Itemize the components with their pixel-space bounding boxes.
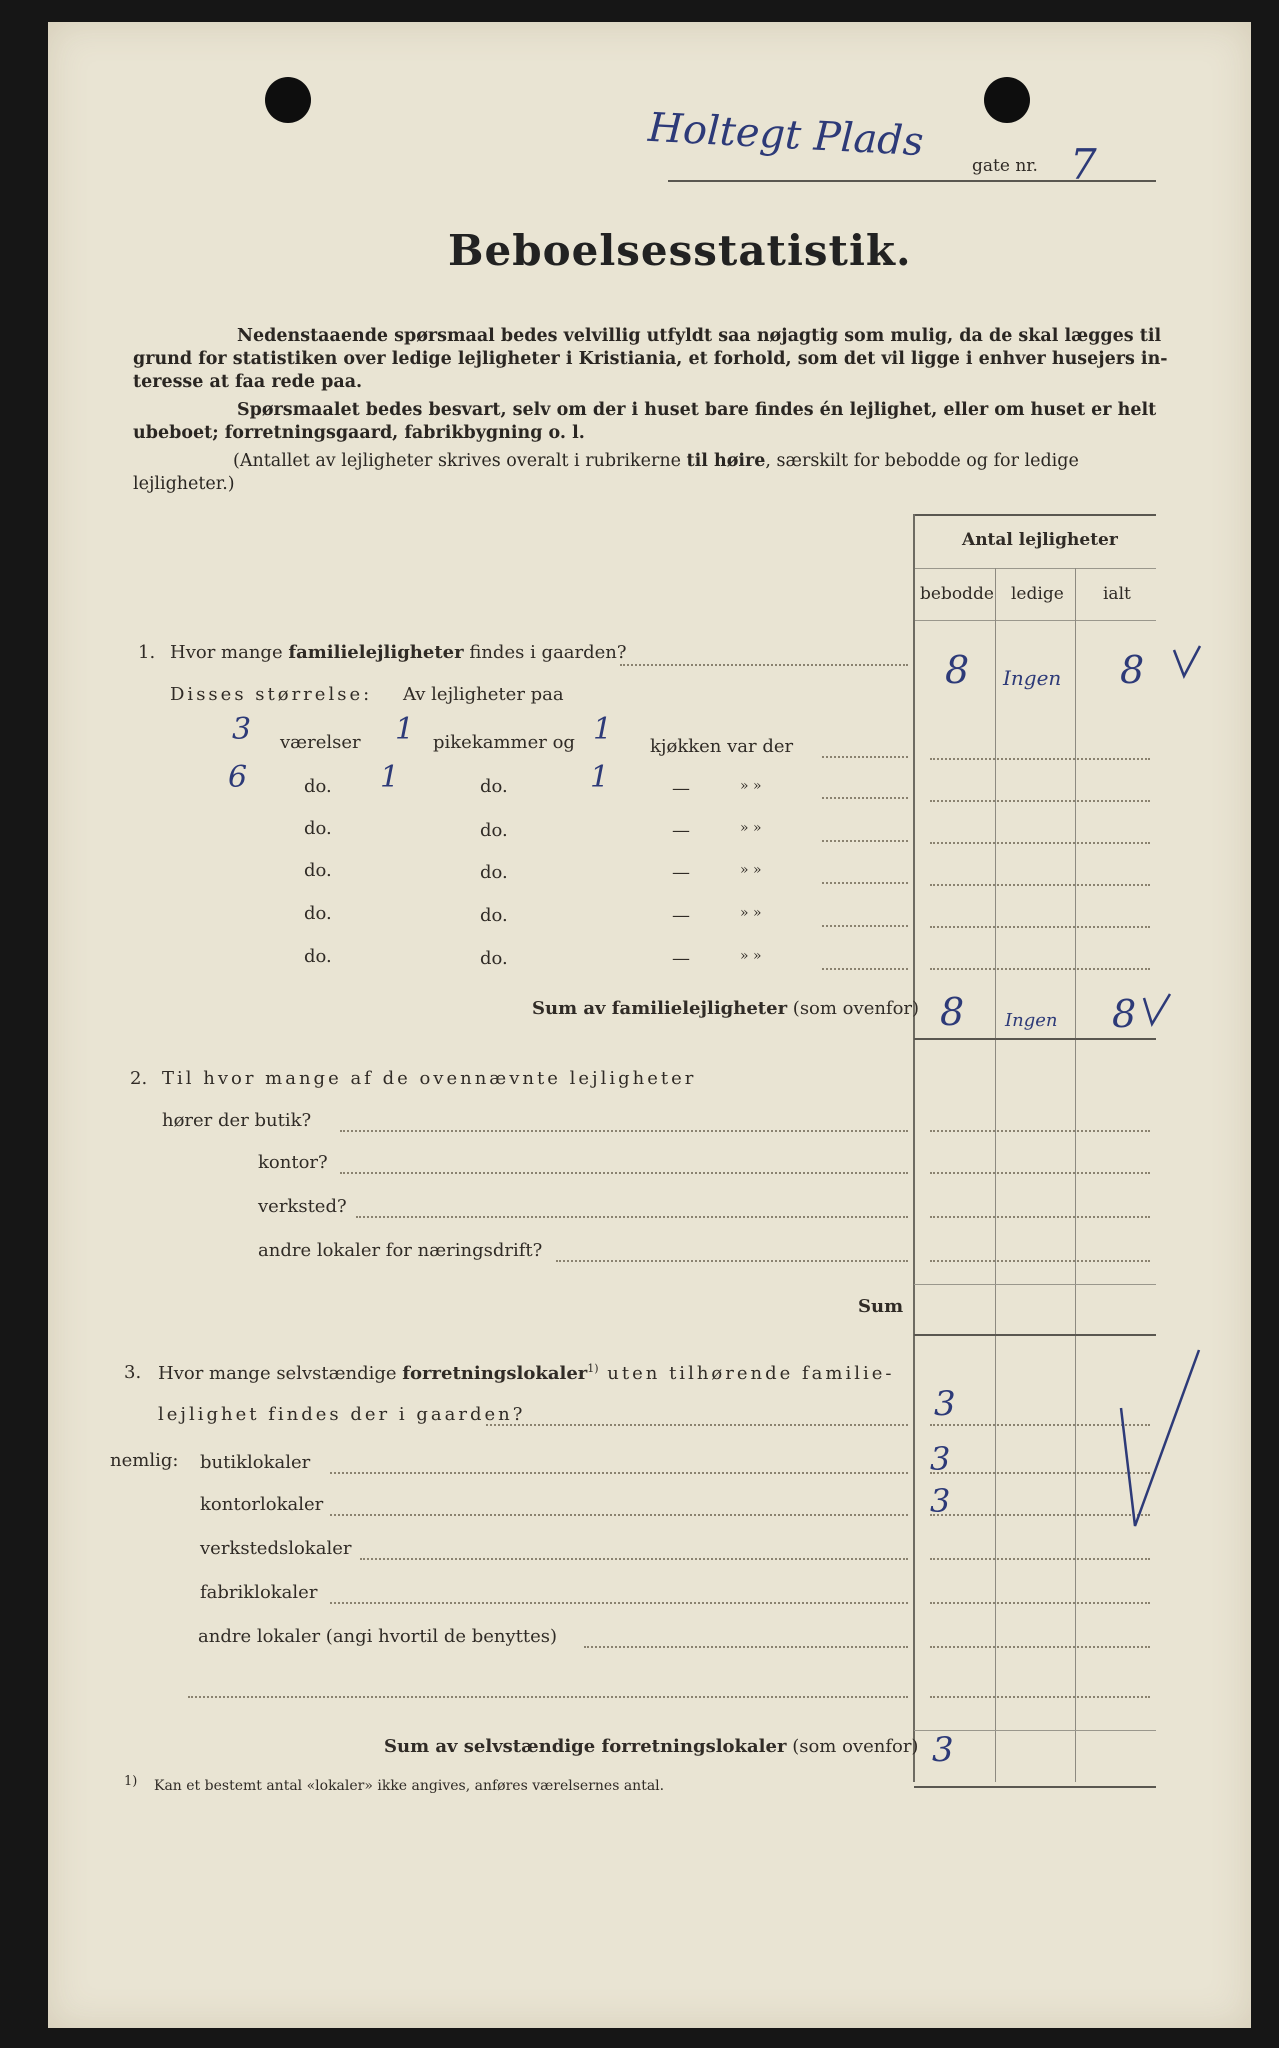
col-header-ialt: ialt [1103, 584, 1131, 604]
row4-dash: — [672, 862, 690, 883]
q1-question-a: Hvor mange [170, 642, 289, 663]
intro-line-6 [233, 449, 1079, 473]
intro-line-3: teresse at faa rede paa. [133, 372, 363, 392]
q2-sum-upper-rule [914, 1284, 1156, 1285]
q3-table-dots-5 [930, 1602, 1150, 1604]
q3-item-verksted: verkstedslokaler [200, 1538, 352, 1559]
q3-question-a: Hvor mange selvstændige [158, 1363, 403, 1384]
col-divider-1 [995, 568, 996, 1782]
row4-dots [822, 882, 908, 884]
row6-dots [822, 968, 908, 970]
q1-answer-bebodde: 8 [945, 648, 970, 692]
table-subheader-rule [914, 568, 1156, 569]
q2-butik: hører der butik? [162, 1110, 312, 1131]
q3-blank-line [188, 1696, 908, 1698]
col-header-ledige: ledige [1011, 584, 1064, 604]
q3-number: 3. [124, 1362, 142, 1383]
q1-checkmark [1170, 642, 1204, 686]
table-dots-r2 [930, 800, 1150, 802]
q2-table-dots-2 [930, 1172, 1150, 1174]
row1-maid-value: 1 [395, 712, 415, 747]
row3-dash: — [672, 820, 690, 841]
q3-item-butik-dots [330, 1472, 908, 1474]
row6-quote: » » [740, 948, 762, 964]
row1-rooms-value: 3 [232, 712, 252, 747]
row2-dots [822, 797, 908, 799]
q1-leader-dots [620, 664, 908, 666]
row4-quote: » » [740, 862, 762, 878]
intro-line-7: lejligheter.) [133, 474, 235, 494]
q3-sum-suffix: (som ovenfor) [792, 1736, 919, 1757]
q2-sum-label: Sum [858, 1296, 904, 1317]
q2-table-dots-3 [930, 1216, 1150, 1218]
table-dots-r6 [930, 968, 1150, 970]
table-dots-r1 [930, 758, 1150, 760]
q3-question-dots [486, 1424, 908, 1426]
q3-table-dots-6 [930, 1646, 1150, 1648]
row2-dash: — [672, 778, 690, 799]
row4-do-2: do. [480, 862, 508, 883]
q3-answer-kontor: 3 [930, 1482, 951, 1520]
q2-kontor-dots [340, 1172, 908, 1174]
row3-dots [822, 840, 908, 842]
q1-sum-suffix: (som ovenfor) [792, 998, 920, 1019]
footnote-text: Kan et bestemt antal «lokaler» ikke angives, anføres værelsernes antal. [154, 1778, 665, 1794]
row3-quote: » » [740, 820, 762, 836]
row2-kitchen-value: 1 [590, 760, 610, 795]
row6-dash: — [672, 948, 690, 969]
row5-dots [822, 925, 908, 927]
table-top-rule [914, 514, 1156, 516]
col-header-bebodde: bebodde [920, 584, 994, 604]
gate-label: gate nr. [972, 156, 1038, 176]
q2-andre-dots [556, 1260, 908, 1262]
q2-number: 2. [130, 1068, 148, 1089]
q1-number: 1. [138, 642, 156, 663]
row2-maid-value: 1 [380, 760, 400, 795]
footnote-mark: 1) [124, 1774, 138, 1789]
q3-table-dots-4 [930, 1558, 1150, 1560]
q3-sum-label: Sum av selvstændige forretningslokaler [384, 1736, 787, 1757]
table-dots-r3 [930, 842, 1150, 844]
q3-item-andre: andre lokaler (angi hvortil de benyttes) [198, 1626, 558, 1647]
row5-do-2: do. [480, 905, 508, 926]
q1-sum-label: Sum av familielejligheter [532, 998, 788, 1019]
row2-rooms-value: 6 [228, 760, 248, 795]
q2-verksted: verksted? [258, 1196, 347, 1217]
q3-item-kontor: kontorlokaler [200, 1494, 324, 1515]
table-left-border [913, 514, 915, 1782]
q1-sum-row [532, 998, 919, 1019]
q1-sum-rule [914, 1038, 1156, 1040]
document-page [48, 22, 1251, 2028]
row5-quote: » » [740, 905, 762, 921]
q3-question-bold: forretningslokaler [402, 1363, 588, 1384]
q2-table-dots-4 [930, 1260, 1150, 1262]
q2-andre: andre lokaler for næringsdrift? [258, 1240, 543, 1261]
q3-sum-row [384, 1736, 918, 1757]
q2-sum-rule [914, 1334, 1156, 1336]
q3-answer-butik: 3 [930, 1440, 951, 1478]
q3-question [158, 1362, 894, 1384]
q3-item-andre-dots [584, 1646, 908, 1648]
q3-sum-rule [914, 1786, 1156, 1788]
q3-question-b: uten tilhørende familie- [598, 1363, 895, 1384]
row3-do-2: do. [480, 820, 508, 841]
q1-question [170, 642, 627, 663]
q3-item-butik: butiklokaler [200, 1452, 311, 1473]
punch-hole-right [984, 77, 1030, 123]
q3-checkmark [1115, 1348, 1205, 1532]
q1-answer-ledige: Ingen [1003, 666, 1062, 690]
row3-do-1: do. [304, 818, 332, 839]
intro-line-4: Spørsmaalet bedes besvart, selv om der i huset bare findes én lejlighet, eller om huset er helt [237, 400, 1157, 420]
row1-kitchen-label: kjøkken var der [650, 736, 794, 757]
q1-sum-checkmark [1140, 990, 1174, 1034]
intro-line-1: Nedenstaaende spørsmaal bedes velvillig utfyldt saa nøjagtig som mulig, da de skal lægges til [237, 326, 1162, 346]
table-dots-r5 [930, 926, 1150, 928]
row6-do-2: do. [480, 948, 508, 969]
street-name-handwritten: Holtegt Plads [646, 104, 925, 166]
q3-item-verksted-dots [360, 1558, 908, 1560]
q1-size-label: Disses størrelse: [170, 684, 373, 705]
gate-underline [668, 180, 1156, 182]
row2-do-2: do. [480, 776, 508, 797]
row2-do-1: do. [304, 776, 332, 797]
q1-sum-ialt: 8 [1112, 992, 1137, 1036]
q3-nemlig: nemlig: [110, 1450, 179, 1471]
page-title: Beboelsesstatistik. [448, 226, 912, 275]
q3-sum-value: 3 [932, 1730, 954, 1770]
q1-size-text: Av lejligheter paa [403, 684, 564, 705]
q1-sum-ledige: Ingen [1005, 1010, 1058, 1031]
q1-answer-ialt: 8 [1120, 648, 1145, 692]
punch-hole-left [265, 77, 311, 123]
gate-number-handwritten: 7 [1070, 140, 1097, 189]
row6-do-1: do. [304, 946, 332, 967]
row5-dash: — [672, 905, 690, 926]
q3-table-dots-7 [930, 1696, 1150, 1698]
q3-sum-upper-rule [914, 1730, 1156, 1731]
q2-question: Til hvor mange af de ovennævnte lejligheter [162, 1068, 697, 1089]
table-group-header: Antal lejligheter [962, 530, 1118, 550]
row1-maid-label: pikekammer og [433, 732, 575, 753]
row1-rooms-label: værelser [280, 732, 361, 753]
q2-table-dots-1 [930, 1130, 1150, 1132]
q3-item-kontor-dots [330, 1514, 908, 1516]
q3-question-c: lejlighet findes der i gaarden? [158, 1404, 526, 1425]
table-dots-r4 [930, 884, 1150, 886]
q2-butik-dots [340, 1130, 908, 1132]
intro-line-6-b: , særskilt for bebodde og for ledige [765, 451, 1079, 471]
intro-line-2: grund for statistiken over ledige lejligheter i Kristiania, et forhold, som det vil ligge i enhver husejers in- [133, 349, 1168, 369]
q2-kontor: kontor? [258, 1152, 328, 1173]
row1-kitchen-value: 1 [593, 712, 613, 747]
q3-item-fabrik: fabriklokaler [200, 1582, 318, 1603]
intro-line-5: ubeboet; forretningsgaard, fabrikbygning o. l. [133, 423, 585, 443]
q3-item-fabrik-dots [330, 1602, 908, 1604]
q3-footnote-ref: 1) [587, 1362, 599, 1375]
q3-answer-total: 3 [934, 1384, 956, 1424]
q1-question-b: findes i gaarden? [463, 642, 627, 663]
row4-do-1: do. [304, 860, 332, 881]
q2-verksted-dots [356, 1216, 908, 1218]
row2-quote: » » [740, 778, 762, 794]
intro-line-6-bold: til høire [686, 451, 766, 471]
q1-sum-bebodde: 8 [940, 990, 965, 1034]
q1-question-bold: familielejligheter [288, 642, 464, 663]
row5-do-1: do. [304, 903, 332, 924]
row1-dots [822, 756, 908, 758]
col-divider-2 [1075, 568, 1076, 1782]
table-header-bottom-rule [914, 620, 1156, 621]
intro-line-6-a: (Antallet av lejligheter skrives overalt i rubrikerne [233, 451, 687, 471]
